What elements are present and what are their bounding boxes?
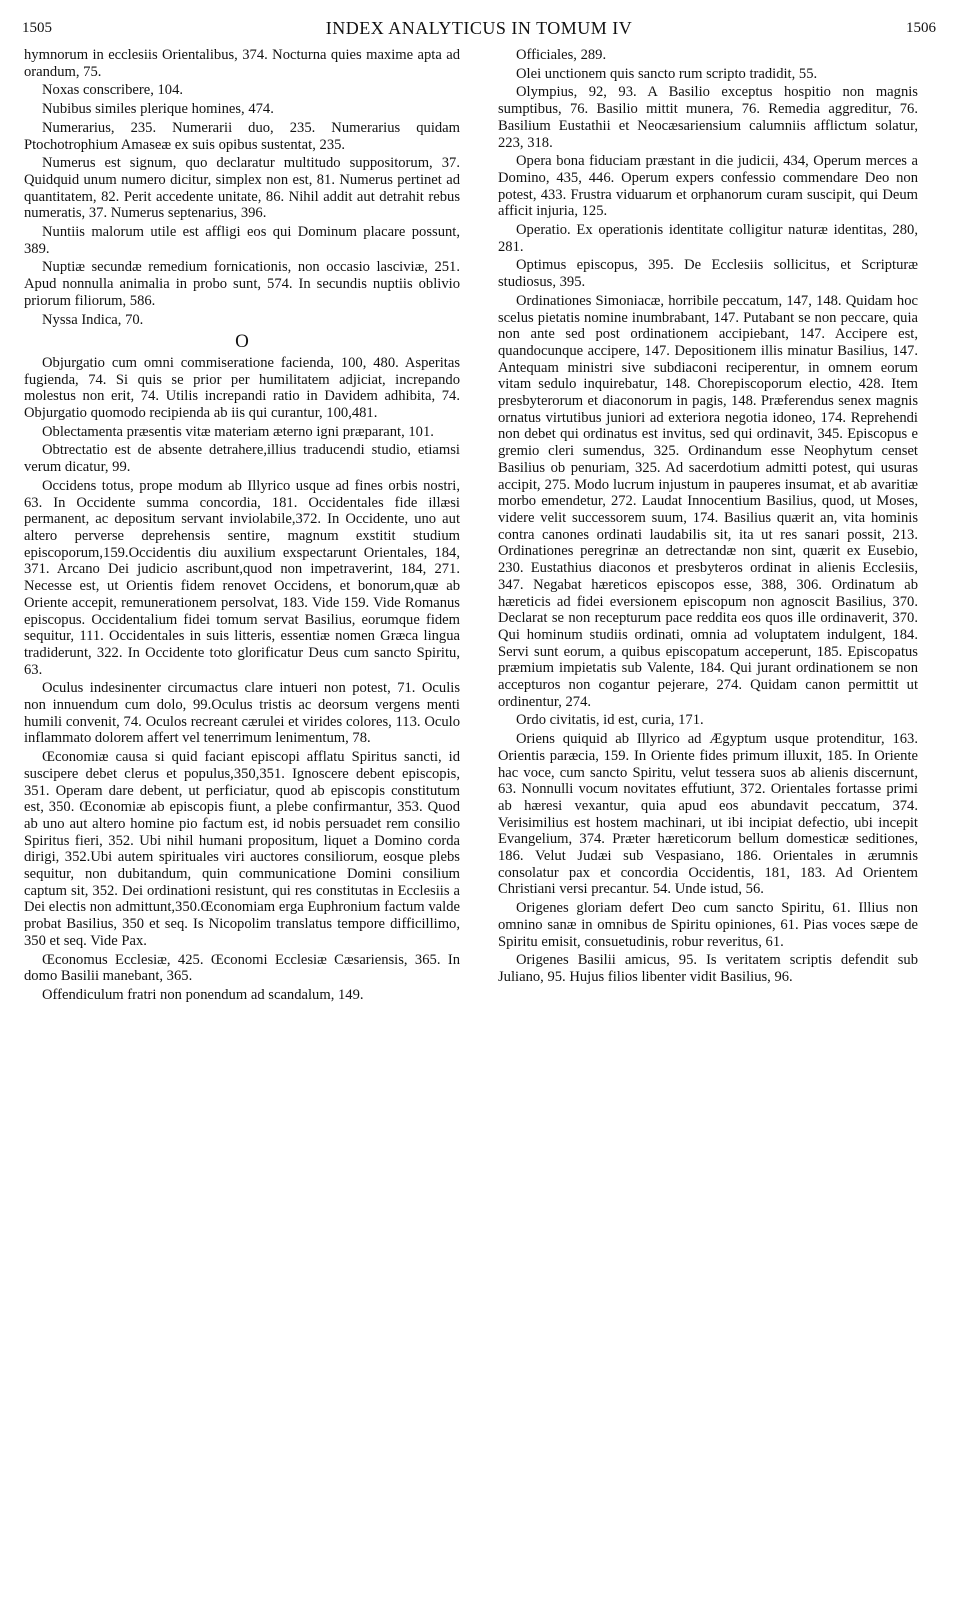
right-column — [498, 47, 918, 988]
index-entry: Ordinationes Simoniacæ, horribile peccatum, 147, 148. Quidam hoc scelus pietatis nomine inumbrabant, 147. Putabant se non peccare, quia non ante sed post ordinationem accipiebant, 147. Accipere est, quandocunque accipere, 147. Depositionem illis minatur Basilius, 147. Antequam ministri sive subdiaconi reciperentur, in omnem eorum vitam sedulo inquirebatur, 148. Chorepiscoporum electio, 428. Item presbyterorum et diaconorum in pagis, 148. Præferendus senex magnis ornatus virtutibus juniori ad exteriora negotia idoneo, 174. Reprehendi non debet qui ordinatus est invitus, sed qui ordinavit, 345. Episcopus e gremio cleri sumendus, 325. Ordinandum esse Neophytum censet Basilius ob penuriam, 325. Ad sacerdotium admitti potest, qui usuras accipit, 275. Modo lucrum injustum in pauperes insumat, et ab avaritiæ morbo emendetur, 272. Laudat Innocentium Basilius, quod, ut Moses, videre velit successorem suum, 174. Basilius quærit an, vita hominis contra canones ordinati laudabilis sit, ita ut res sanari possit, 213. Ordinationes peregrinæ an detrectandæ non sint, quærit ex Eusebio, 230. Eustathius diaconos et presbyteros ordinat in alienis Ecclesiis, 347. Negabat hæreticos episcopos esse, 388, 306. Ordinatum ab hæreticis ad fidei eversionem episcopum non agnoscit Basilius, 370. Declarat se non recepturum pace reddita eos quos ille ordinaverit, 370. Qui hominum studiis ordinati, omnia ad voluptatem indulgent, 184. Servi sunt eorum, a quibus episcopatum acceperunt, 185. Episcopatus præmium impietatis sub Valente, 184. Qui jurant ordinationem se non accepturos non cogantur pejerare, 274. Quidam canon permittit ut ordinentur, 274. — [498, 292, 918, 710]
index-entry: Objurgatio cum omni commiseratione facienda, 100, 480. Asperitas fugienda, 74. Si quis se prior per humilitatem adjiciat, increpando molestus non erit, 74. Utilis increpandi ratio in Davidem adhibita, 74. Objurgatio quomodo recipienda ab iis qui curantur, 100,481. — [24, 354, 460, 422]
index-entry: Nubibus similes plerique homines, 474. — [42, 101, 274, 118]
page-number-left: 1505 — [22, 20, 52, 36]
index-entry: Offendiculum fratri non ponendum ad scandalum, 149. — [42, 986, 364, 1003]
left-column — [24, 47, 460, 1006]
index-entry: Ordo civitatis, id est, curia, 171. — [516, 712, 704, 729]
index-entry: hymnorum in ecclesiis Orientalibus, 374. Nocturna quies maxime apta ad orandum, 75. — [24, 47, 460, 80]
index-entry: Operatio. Ex operationis identitate colligitur naturæ identitas, 280, 281. — [498, 222, 918, 255]
index-entry: Numerarius, 235. Numerarii duo, 235. Numerarius quidam Ptochotrophium Amaseæ ex suis opibus sustentat, 235. — [24, 119, 460, 153]
index-entry: Nyssa Indica, 70. — [42, 311, 144, 328]
index-entry: Officiales, 289. — [516, 47, 607, 63]
index-entry: Olympius, 92, 93. A Basilio exceptus hospitio non magnis sumptibus, 76. Basilio mittit munera, 76. Remedia aggreditur, 76. Basilium Eustathii et Neocæsariensium calumniis afflictum solatur, 223, 318. — [498, 84, 918, 151]
index-entry: Nuntiis malorum utile est affligi eos qui Dominum placare possunt, 389. — [24, 224, 460, 257]
index-entry: Origenes Basilii amicus, 95. Is veritatem scriptis defendit sub Juliano, 95. Hujus filios libenter vidit Basilius, 96. — [498, 952, 918, 985]
index-entry: Numerus est signum, quo declaratur multitudo suppositorum, 37. Quidquid unum numero dicitur, simplex non est, 81. Numerus pertinet ad quantitatem, 82. Perit accedente unitate, 86. Nihil addit aut detrahit rebus numeratis, 37. Numerus septenarius, 396. — [24, 155, 460, 222]
index-entry: Œconomus Ecclesiæ, 425. Œconomi Ecclesiæ Cæsariensis, 365. In domo Basilii manebant, 365. — [24, 951, 460, 985]
index-entry: Nuptiæ secundæ remedium fornicationis, non occasio lasciviæ, 251. Apud nonnulla animalia in probo sunt, 574. In secundis nuptiis oblivio priorum filiorum, 586. — [24, 259, 460, 309]
running-title: INDEX ANALYTICUS IN TOMUM IV — [325, 18, 633, 38]
index-entry: Oblectamenta præsentis vitæ materiam æterno igni præparant, 101. — [42, 423, 434, 440]
index-entry: Occidens totus, prope modum ab Illyrico usque ad fines orbis nostri, 63. In Occidente summa concordia, 181. Occidentales fide illæsi permanent, ac depositum servant inviolabile,372. In Occidente, uno aut altero perverse deprehensis sentire, magnum exstitit studium episcoporum,159.Occidentis diu auxilium exspectarunt Orientales, 184, 371. Arcano Dei judicio ascribunt,quod non impetraverint, 184, 271. Necesse est, ut Orientis fidem renovet Occidens, et bonorum,quæ ab Oriente accepit, remunerationem persolvat, 183. Vide 159. Vide Romanus episcopus. Occidentalium fidei tomum servat Basilius, eorumque fidem sequitur, 111. Occidentales in suis litteris, essentiæ nomen Græca lingua tradiderunt, 322. In Occidente toto glorificatur Deus cum sancto Spiritu, 63. — [24, 477, 460, 678]
index-entry: Opera bona fiduciam præstant in die judicii, 434, Operum merces a Domino, 435, 446. Operum expers confessio commendare Deo non potest, 433. Frustra viduarum et orphanorum curam suscipit, qui Deum afficit injuria, 125. — [498, 153, 918, 220]
index-entry: Œconomiæ causa si quid faciant episcopi afflatu Spiritus sancti, id suscipere debet clerus et populus,350,351. Ignoscere debent episcopis, 351. Operam dare debent, ut perficiatur, quod ab episcopis constitutum est, 350. Œconomiæ ab episcopis fiunt, a plebe confirmantur, 353. Quod ab uno aut altero homine pio factum est, id nobis persuadet rem consilio Spiritus fieri, 352. Ubi nihil humani propositum, liquet a Domino corda dirigi, 352.Ubi autem spirituales viri auctores consiliorum, eosque plebs sequitur, non dubitandum, quin communicatione Domini consilium captum sit, 352. Dei ordinationi resistunt, qui res constitutas in Ecclesiis a Dei electis non admittunt,350.Œconomiam erga Euphronium factum valde probat Basilius, 350 et seq. Is Nicopolim translatus tempore difficillimo, 350 et seq. Vide Pax. — [24, 749, 460, 949]
index-entry: Noxas conscribere, 104. — [42, 82, 184, 99]
section-letter: O — [235, 331, 249, 353]
index-entry: Oculus indesinenter circumactus clare intueri non potest, 71. Oculis non innuendum cum dolo, 99.Oculus tristis ac deorsum vergens menti humili convenit, 74. Oculos recreant cærulei et virides colores, 113. Oculo inflammato dolorem affert vel tenerrimum lenimentum, 78. — [24, 680, 460, 747]
index-entry: Obtrectatio est de absente detrahere,illius traducendi studio, etiamsi verum dicatur, 99. — [24, 442, 460, 476]
page-number-right: 1506 — [906, 20, 936, 36]
index-entry: Optimus episcopus, 395. De Ecclesiis sollicitus, et Scripturæ studiosus, 395. — [498, 257, 918, 291]
index-entry: Origenes gloriam defert Deo cum sancto Spiritu, 61. Illius non omnino sanæ in omnibus de Spiritu opiniones, 61. Pias voces sæpe de Spiritu emisit, consuetudinis, robur reveritus, 61. — [498, 900, 918, 950]
page-header — [22, 18, 936, 42]
index-entry: Olei unctionem quis sancto rum scripto tradidit, 55. — [516, 65, 818, 82]
index-entry: Oriens quiquid ab Illyrico ad Ægyptum usque protenditur, 163. Orientis paræcia, 159. In Oriente fides primum illuxit, 185. In Oriente hac voce, cum sancto Spiritu, velut tessera suos ab alienis discernunt, 63. Nonnulli vocum novitates effutiunt, 372. Orientales fortasse primi ab hæresi vexantur, quia apud eos abundavit peccatum, 374. Verisimilius est hostem machinari, ut ibi incipiat defectio, ubi incepit Evangelium, 374. Præter hæreticorum bellum domesticæ seditiones, 186. Velut Judæi sub Vespasiano, 186. Orientales in ærumnis consolatur pax et concordia Occidentis, 181, 183. Ad Orientem Christiani versi precantur. 54. Unde istud, 56. — [498, 731, 918, 898]
